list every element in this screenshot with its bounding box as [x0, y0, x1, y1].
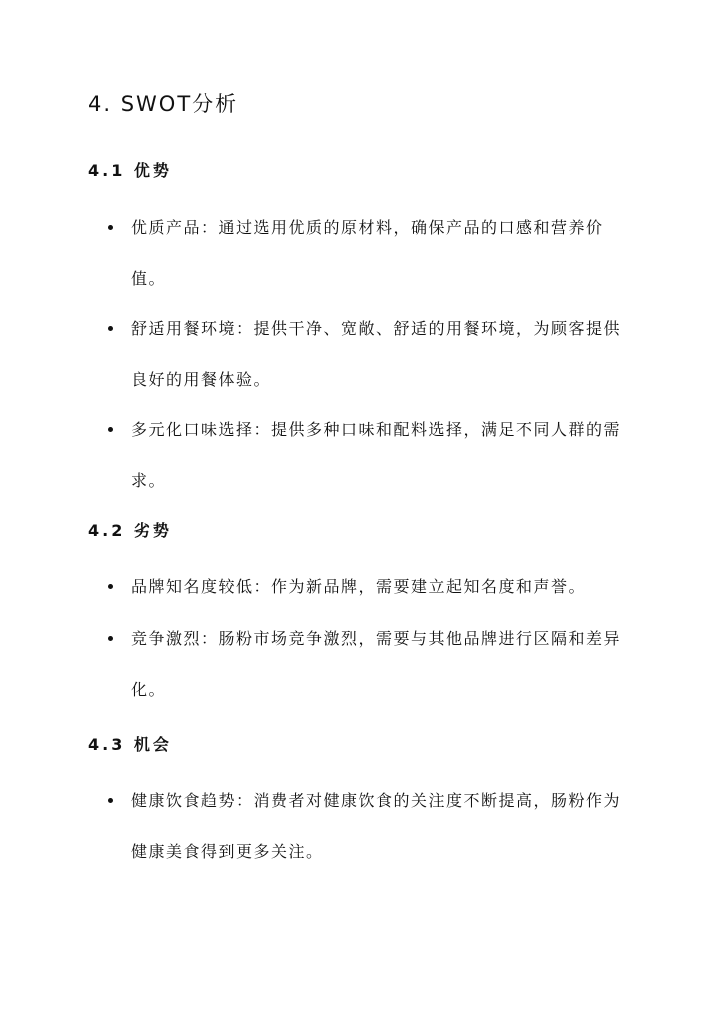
subsection-heading-weaknesses: 4.2 劣势 [88, 521, 172, 540]
bullet-icon [108, 326, 113, 331]
list-item-text: 健康饮食趋势：消费者对健康饮食的关注度不断提高，肠粉作为健康美食得到更多关注。 [131, 791, 622, 861]
list-item-text: 优质产品：通过选用优质的原材料，确保产品的口感和营养价值。 [131, 218, 604, 288]
bullet-icon [108, 798, 113, 803]
subsection-heading-strengths: 4.1 优势 [88, 161, 172, 180]
bullet-icon [108, 427, 113, 432]
subsection-heading-opportunities: 4.3 机会 [88, 735, 172, 754]
list-item-text: 竞争激烈：肠粉市场竞争激烈，需要与其他品牌进行区隔和差异化。 [131, 629, 622, 699]
list-item-text: 品牌知名度较低：作为新品牌，需要建立起知名度和声誉。 [131, 577, 587, 596]
bullet-icon [108, 636, 113, 641]
list-item-text: 多元化口味选择：提供多种口味和配料选择，满足不同人群的需求。 [131, 420, 622, 490]
bullet-icon [108, 584, 113, 589]
section-heading-swot: 4. SWOT分析 [88, 92, 239, 116]
list-item-text: 舒适用餐环境：提供干净、宽敞、舒适的用餐环境，为顾客提供良好的用餐体验。 [131, 319, 622, 389]
bullet-icon [108, 225, 113, 230]
